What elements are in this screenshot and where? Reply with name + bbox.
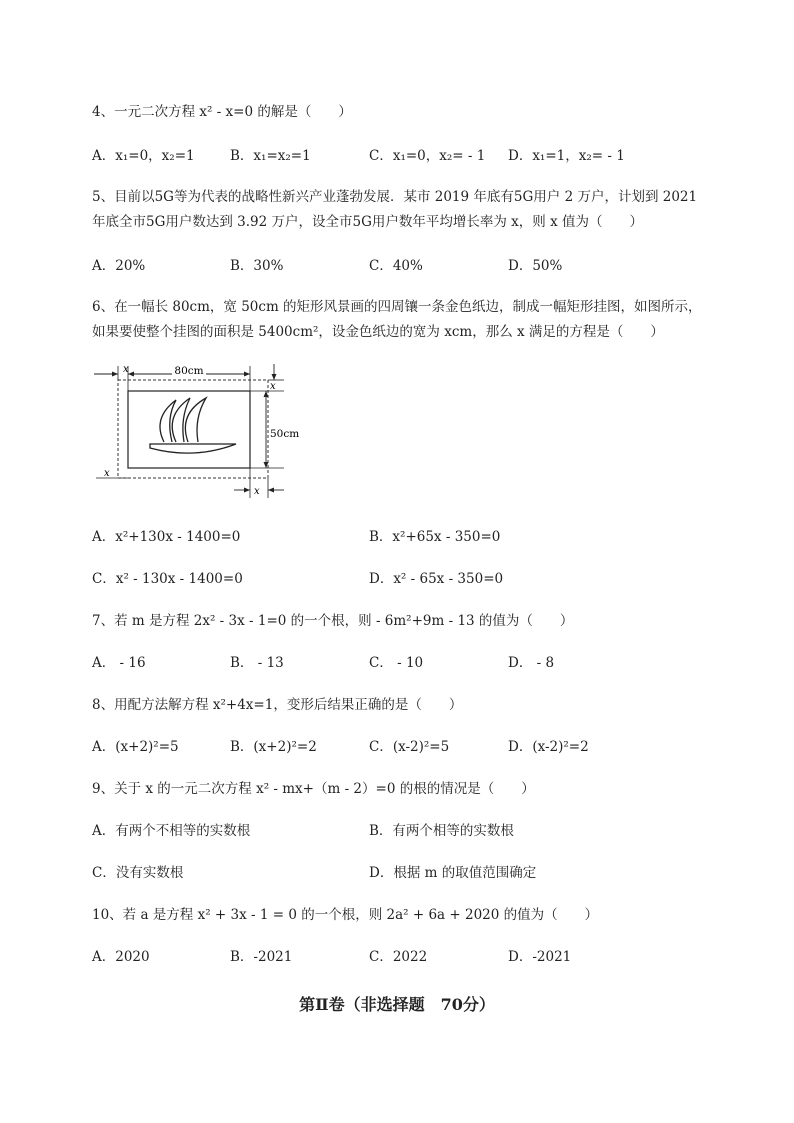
q6-option-b: B．x²+65x - 350=0 <box>369 529 501 545</box>
inner-picture <box>128 391 250 468</box>
picture-frame-figure <box>94 358 300 500</box>
section-title: 第Ⅱ卷（非选择题 70分） <box>299 995 495 1014</box>
q8-option-c: C．(x-2)²=5 <box>369 739 450 755</box>
q5-option-b: B．30% <box>230 258 284 274</box>
q9-option-a: A．有两个不相等的实数根 <box>92 823 251 839</box>
outer-frame <box>118 380 268 478</box>
q10-stem: 10、若 a 是方程 x² + 3x - 1 = 0 的一个根，则 2a² + 6a + 2020 的值为（ ） <box>92 907 599 923</box>
q7-option-b: B． - 13 <box>230 655 284 671</box>
q10-option-d: D．-2021 <box>508 949 572 965</box>
q6-option-c: C．x² - 130x - 1400=0 <box>92 571 243 587</box>
q5-stem-line1: 5、目前以5G等为代表的战略性新兴产业蓬勃发展．某市 2019 年底有5G用户 2 万户，计划到 2021 <box>92 189 698 205</box>
q10-option-a: A．2020 <box>92 949 150 965</box>
q5-option-a: A．20% <box>92 258 146 274</box>
q6-option-a: A．x²+130x - 1400=0 <box>92 529 241 545</box>
q8-stem: 8、用配方法解方程 x²+4x=1，变形后结果正确的是（ ） <box>92 697 463 713</box>
q5-stem-line2: 年底全市5G用户数达到 3.92 万户，设全市5G用户数年平均增长率为 x，则 x 值为（ ） <box>92 214 643 230</box>
q4-option-c: C．x₁=0，x₂= - 1 <box>369 148 486 164</box>
q8-option-a: A．(x+2)²=5 <box>92 739 179 755</box>
label-x-topleft: x <box>123 364 129 375</box>
q7-stem: 7、若 m 是方程 2x² - 3x - 1=0 的一个根，则 - 6m²+9m - 13 的值为（ ） <box>92 613 574 629</box>
boat-drawing-icon <box>150 398 236 453</box>
label-x-bottomleft: x <box>104 468 110 479</box>
q8-option-d: D．(x-2)²=2 <box>508 739 589 755</box>
label-50cm: 50cm <box>270 428 300 440</box>
label-80cm: 80cm <box>174 365 204 377</box>
q4-option-d: D．x₁=1，x₂= - 1 <box>508 148 625 164</box>
q4-option-b: B．x₁=x₂=1 <box>230 148 311 164</box>
q7-option-d: D． - 8 <box>508 655 555 671</box>
q10-option-c: C．2022 <box>369 949 428 965</box>
q9-stem: 9、关于 x 的一元二次方程 x² - mx+（m - 2）=0 的根的情况是（ ） <box>92 781 535 797</box>
label-x-righttop: x <box>270 381 276 392</box>
q4-option-a: A．x₁=0，x₂=1 <box>92 148 195 164</box>
q9-option-c: C．没有实数根 <box>92 865 184 881</box>
q5-option-d: D．50% <box>508 258 563 274</box>
q6-option-d: D．x² - 65x - 350=0 <box>369 571 504 587</box>
q8-option-b: B．(x+2)²=2 <box>230 739 317 755</box>
q6-stem-line2: 如果要使整个挂图的面积是 5400cm²，设金色纸边的宽为 xcm，那么 x 满足的方程是（ ） <box>92 324 664 340</box>
q7-option-a: A． - 16 <box>92 655 146 671</box>
q9-option-b: B．有两个相等的实数根 <box>369 823 514 839</box>
q7-option-c: C． - 10 <box>369 655 424 671</box>
q10-option-b: B．-2021 <box>230 949 293 965</box>
q9-option-d: D．根据 m 的取值范围确定 <box>369 865 537 881</box>
label-x-bottomright: x <box>254 486 260 497</box>
q5-option-c: C．40% <box>369 258 423 274</box>
q4-stem: 4、一元二次方程 x² - x=0 的解是（ ） <box>92 104 352 120</box>
q6-stem-line1: 6、在一幅长 80cm，宽 50cm 的矩形风景画的四周镶一条金色纸边，制成一幅矩形挂图，如图所示， <box>92 299 702 315</box>
